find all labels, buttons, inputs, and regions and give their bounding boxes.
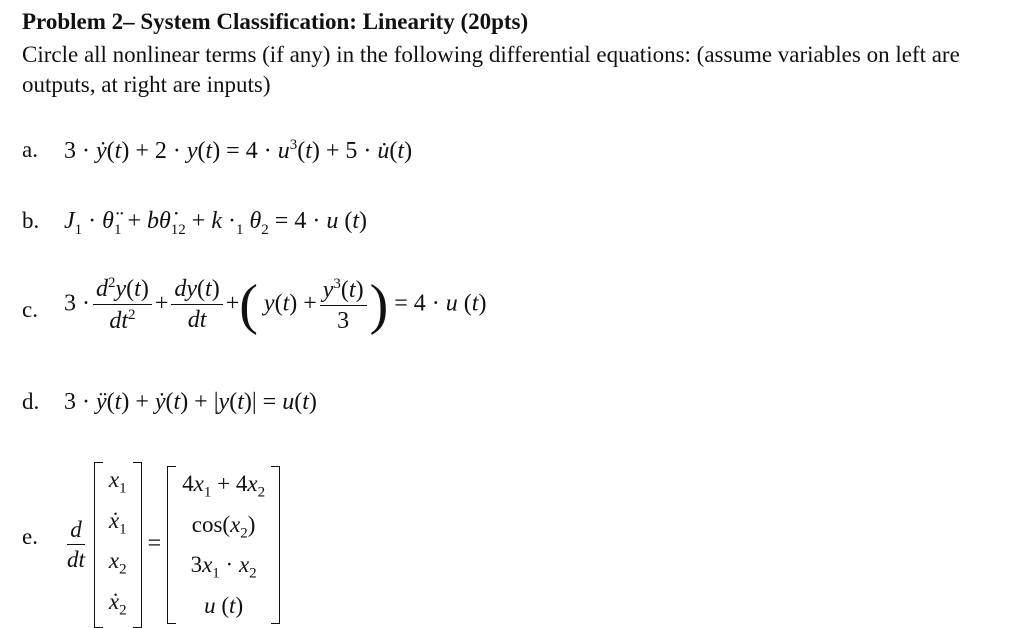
problem-title: Problem 2– System Classification: Linearity (20pts) <box>22 9 529 34</box>
equation-e-label: e. <box>22 524 38 549</box>
rhs-vector: $4x_1 + 4x_2$ $\cos(x_2)$ $3x_1 \cdot x_2$ u (t) <box>167 466 280 624</box>
problem-instructions: Circle all nonlinear terms (if any) in the following differential equations: (assume variables on left are outputs, at right are inputs) <box>22 42 960 97</box>
equation-c-math: 3 · $\frac{d^2y(t)}{dt^2}$ + $\frac{dy(t)}{dt}$ +( y(t) + $\frac{y^3(t)}{3}$ ) = 4 · u (t) <box>64 274 487 336</box>
equation-d-math: 3 · ÿ(t) + ẏ(t) + |y(t)| = u(t) <box>64 389 317 415</box>
equation-b-label: b. <box>22 208 40 233</box>
state-vector: $x_1$ ẋ$_1$ $x_2$ ẋ$_2$ <box>94 462 142 628</box>
equation-a-math: 3 · ẏ(t) + $2 \cdot y(t) = 4 \cdot u^3(t) + 5$ · u̇(t) <box>64 137 413 164</box>
equation-b-math: $J_1$ · $\thetä_1$ + $b\thetȧ_{12} + k \cdot_1$ $\theta_2 = 4 \cdot u$ (t) <box>64 208 367 238</box>
equation-c-label: c. <box>22 297 38 322</box>
equation-e-math: $\frac{d}{dt}$ $x_1$ ẋ$_1$ $x_2$ ẋ$_2$ = $4x_1 + 4x_2$ $\cos(x_2)$ $3x_1 \cdot x_2$ u (t) <box>64 462 280 628</box>
equation-a-label: a. <box>22 137 38 162</box>
equation-d-label: d. <box>22 389 40 414</box>
